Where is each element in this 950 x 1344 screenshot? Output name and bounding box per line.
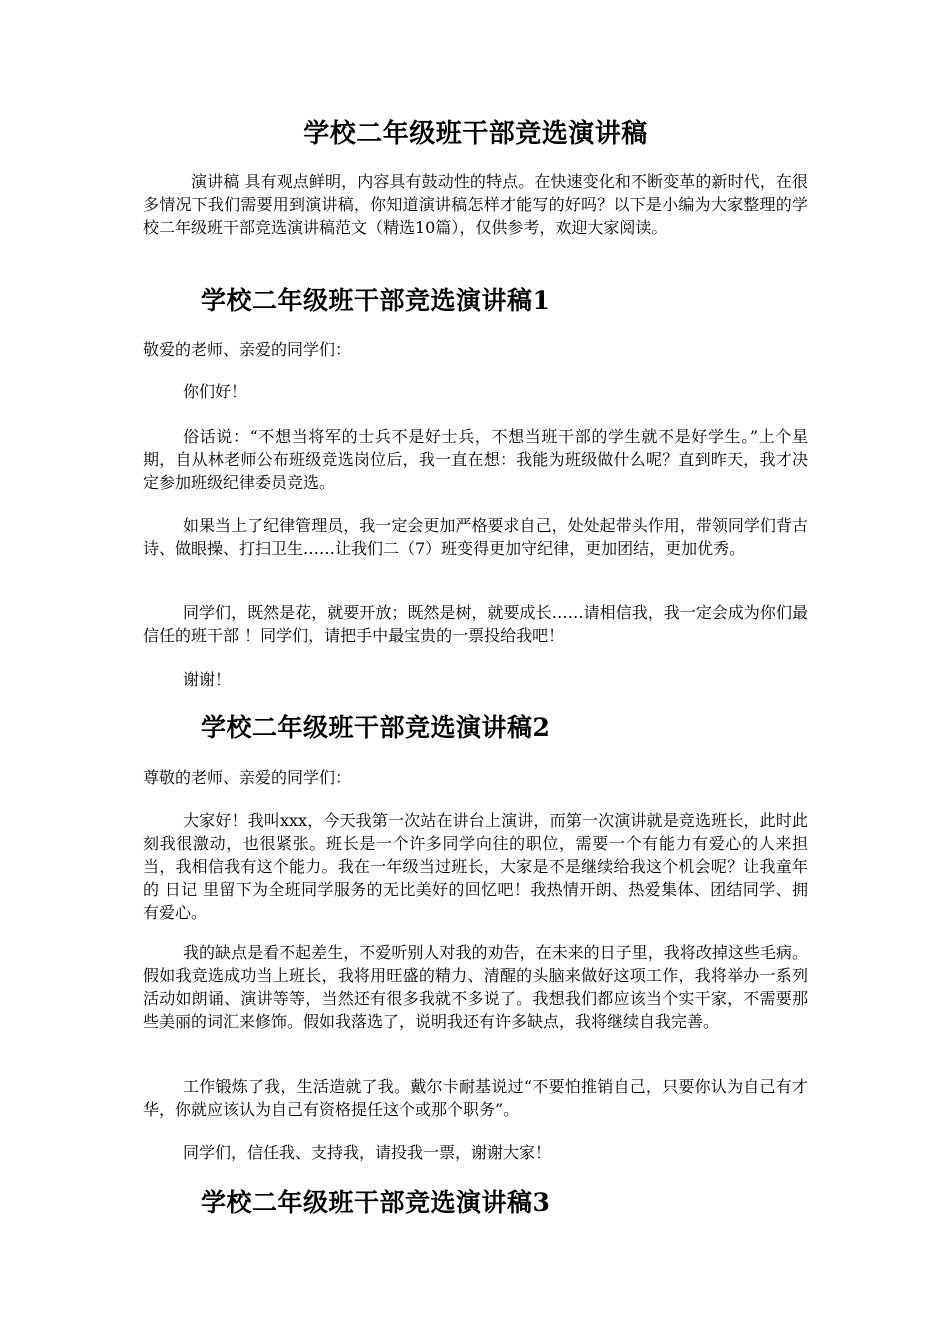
closing: 同学们，信任我、支持我，请投我一票，谢谢大家！ <box>183 1143 552 1162</box>
section-heading-3: 学校二年级班干部竞选演讲稿3 <box>201 1188 551 1217</box>
section-heading-1: 学校二年级班干部竞选演讲稿1 <box>201 286 551 315</box>
body-paragraph: 工作锻炼了我，生活造就了我。戴尔卡耐基说过“不要怕推销自己，只要你认为自己有才华，你就应该认为自己有资格提任这个或那个职务”。 <box>143 1077 808 1119</box>
document-title: 学校二年级班干部竞选演讲稿 <box>303 119 648 149</box>
greeting: 你们好！ <box>183 382 248 401</box>
body-paragraph: 我的缺点是看不起差生，不爱听别人对我的劝告，在未来的日子里，我将改掉这些毛病。假如我竞选成功当上班长，我将用旺盛的精力、清醒的头脑来做好这项工作，我将举办一系列活动如朗诵、演讲等等，当然还有很多我就不多说了。我想我们都应该当个实干家，不需要那些美丽的词汇来修饰。假如我落选了，说明我还有许多缺点，我将继续自我完善。 <box>143 943 808 1031</box>
section-heading-2: 学校二年级班干部竞选演讲稿2 <box>201 713 551 742</box>
body-paragraph: 如果当上了纪律管理员，我一定会更加严格要求自己，处处起带头作用，带领同学们背古诗、做眼操、打扫卫生……让我们二（7）班变得更加守纪律，更加团结，更加优秀。 <box>143 516 808 558</box>
body-paragraph: 同学们，既然是花，就要开放；既然是树，就要成长……请相信我，我一定会成为你们最信任的班干部 ！同学们，请把手中最宝贵的一票投给我吧！ <box>143 603 808 645</box>
closing: 谢谢！ <box>183 670 232 689</box>
salutation: 敬爱的老师、亲爱的同学们： <box>143 340 352 359</box>
intro-paragraph: 演讲稿 具有观点鲜明，内容具有鼓动性的特点。在快速变化和不断变革的新时代，在很多情况下我们需要用到演讲稿，你知道演讲稿怎样才能写的好吗？以下是小编为大家整理的学校二年级班干部竞选演讲稿范文（精选10篇），仅供参考，欢迎大家阅读。 <box>143 172 808 237</box>
salutation: 尊敬的老师、亲爱的同学们： <box>143 768 352 787</box>
body-paragraph: 大家好！我叫xxx，今天我第一次站在讲台上演讲，而第一次演讲就是竞选班长，此时此刻我很激动，也很紧张。班长是一个许多同学向往的职位，需要一个有能力有爱心的人来担当，我相信我有这个能力。我在一年级当过班长，大家是不是继续给我这个机会呢？让我童年的 日记 里留下为全班同学服务的无比美好的回忆吧！我热情开朗、热爱集体、团结同学、拥有爱心。 <box>143 811 808 922</box>
body-paragraph: 俗话说：“不想当将军的士兵不是好士兵，不想当班干部的学生就不是好学生。”上个星期，自从林老师公布班级竞选岗位后，我一直在想：我能为班级做什么呢？直到昨天，我才决定参加班级纪律委员竞选。 <box>143 427 808 492</box>
